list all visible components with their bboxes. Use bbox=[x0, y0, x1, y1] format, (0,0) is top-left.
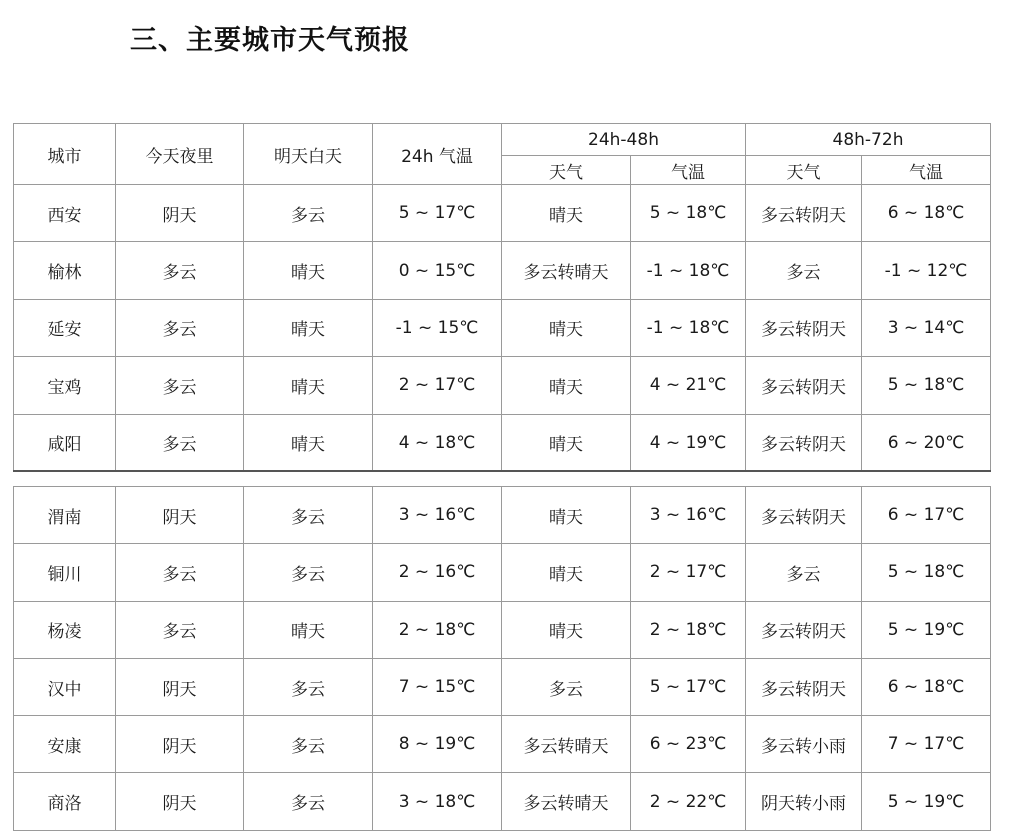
cell-temp-48: 3 ~ 16℃ bbox=[631, 487, 746, 544]
cell-temp-48: 6 ~ 23℃ bbox=[631, 716, 746, 773]
cell-city: 榆林 bbox=[14, 242, 116, 299]
cell-city: 汉中 bbox=[14, 658, 116, 715]
cell-weather-72: 阴天转小雨 bbox=[746, 773, 862, 830]
cell-temp-24h: 4 ~ 18℃ bbox=[373, 414, 502, 471]
forecast-table-bottom-body bbox=[14, 487, 991, 831]
cell-temp-72: 5 ~ 19℃ bbox=[862, 601, 991, 658]
table-row bbox=[14, 601, 991, 658]
header-temp-24h: 24h 气温 bbox=[373, 124, 502, 185]
header-weather-48: 天气 bbox=[502, 156, 631, 185]
cell-weather-48: 晴天 bbox=[502, 357, 631, 414]
forecast-table-bottom bbox=[13, 486, 991, 831]
cell-temp-48: 2 ~ 18℃ bbox=[631, 601, 746, 658]
table-row bbox=[14, 544, 991, 601]
header-tomorrow-day: 明天白天 bbox=[244, 124, 373, 185]
table-row bbox=[14, 357, 991, 414]
cell-weather-72: 多云转阴天 bbox=[746, 487, 862, 544]
cell-temp-48: 4 ~ 21℃ bbox=[631, 357, 746, 414]
cell-temp-72: -1 ~ 12℃ bbox=[862, 242, 991, 299]
cell-weather-72: 多云转小雨 bbox=[746, 716, 862, 773]
cell-tonight: 阴天 bbox=[116, 716, 244, 773]
cell-weather-72: 多云转阴天 bbox=[746, 601, 862, 658]
header-city: 城市 bbox=[14, 124, 116, 185]
cell-temp-48: 5 ~ 18℃ bbox=[631, 185, 746, 242]
header-row bbox=[14, 124, 991, 156]
cell-temp-72: 7 ~ 17℃ bbox=[862, 716, 991, 773]
cell-tomorrow-day: 晴天 bbox=[244, 299, 373, 356]
table-row bbox=[14, 716, 991, 773]
cell-temp-72: 6 ~ 20℃ bbox=[862, 414, 991, 471]
cell-temp-48: 4 ~ 19℃ bbox=[631, 414, 746, 471]
cell-tomorrow-day: 多云 bbox=[244, 487, 373, 544]
cell-tonight: 阴天 bbox=[116, 773, 244, 830]
cell-temp-72: 5 ~ 19℃ bbox=[862, 773, 991, 830]
cell-tomorrow-day: 晴天 bbox=[244, 414, 373, 471]
cell-tonight: 阴天 bbox=[116, 658, 244, 715]
cell-temp-72: 6 ~ 17℃ bbox=[862, 487, 991, 544]
cell-temp-72: 6 ~ 18℃ bbox=[862, 658, 991, 715]
cell-tonight: 多云 bbox=[116, 242, 244, 299]
cell-temp-24h: 3 ~ 16℃ bbox=[373, 487, 502, 544]
cell-temp-72: 5 ~ 18℃ bbox=[862, 357, 991, 414]
cell-temp-72: 3 ~ 14℃ bbox=[862, 299, 991, 356]
cell-temp-72: 6 ~ 18℃ bbox=[862, 185, 991, 242]
header-group-48-72: 48h-72h bbox=[746, 124, 991, 156]
cell-temp-24h: 7 ~ 15℃ bbox=[373, 658, 502, 715]
cell-weather-48: 多云转晴天 bbox=[502, 716, 631, 773]
cell-tomorrow-day: 多云 bbox=[244, 773, 373, 830]
cell-weather-72: 多云 bbox=[746, 544, 862, 601]
cell-weather-48: 多云转晴天 bbox=[502, 773, 631, 830]
cell-tonight: 多云 bbox=[116, 544, 244, 601]
cell-city: 延安 bbox=[14, 299, 116, 356]
cell-weather-72: 多云转阴天 bbox=[746, 185, 862, 242]
forecast-table-top-body bbox=[14, 124, 991, 472]
cell-temp-24h: 0 ~ 15℃ bbox=[373, 242, 502, 299]
table-row bbox=[14, 487, 991, 544]
cell-tonight: 多云 bbox=[116, 601, 244, 658]
cell-tonight: 多云 bbox=[116, 357, 244, 414]
table-row bbox=[14, 185, 991, 242]
cell-weather-48: 晴天 bbox=[502, 414, 631, 471]
cell-temp-24h: 2 ~ 16℃ bbox=[373, 544, 502, 601]
cell-city: 安康 bbox=[14, 716, 116, 773]
cell-temp-24h: 5 ~ 17℃ bbox=[373, 185, 502, 242]
cell-city: 渭南 bbox=[14, 487, 116, 544]
cell-tonight: 阴天 bbox=[116, 487, 244, 544]
cell-weather-48: 晴天 bbox=[502, 185, 631, 242]
cell-city: 西安 bbox=[14, 185, 116, 242]
cell-temp-48: -1 ~ 18℃ bbox=[631, 299, 746, 356]
cell-weather-48: 多云 bbox=[502, 658, 631, 715]
cell-tomorrow-day: 多云 bbox=[244, 185, 373, 242]
cell-city: 咸阳 bbox=[14, 414, 116, 471]
cell-temp-24h: -1 ~ 15℃ bbox=[373, 299, 502, 356]
cell-weather-72: 多云转阴天 bbox=[746, 414, 862, 471]
cell-temp-24h: 3 ~ 18℃ bbox=[373, 773, 502, 830]
cell-weather-72: 多云转阴天 bbox=[746, 299, 862, 356]
cell-weather-48: 晴天 bbox=[502, 299, 631, 356]
header-tonight: 今天夜里 bbox=[116, 124, 244, 185]
cell-weather-72: 多云转阴天 bbox=[746, 357, 862, 414]
cell-temp-48: 5 ~ 17℃ bbox=[631, 658, 746, 715]
table-row bbox=[14, 773, 991, 830]
cell-tonight: 阴天 bbox=[116, 185, 244, 242]
page-title: 三、主要城市天气预报 bbox=[130, 25, 410, 56]
cell-tomorrow-day: 晴天 bbox=[244, 242, 373, 299]
cell-tomorrow-day: 多云 bbox=[244, 716, 373, 773]
cell-city: 铜川 bbox=[14, 544, 116, 601]
cell-tomorrow-day: 晴天 bbox=[244, 357, 373, 414]
cell-city: 宝鸡 bbox=[14, 357, 116, 414]
cell-temp-72: 5 ~ 18℃ bbox=[862, 544, 991, 601]
forecast-table-top bbox=[13, 123, 991, 472]
cell-tonight: 多云 bbox=[116, 414, 244, 471]
header-temp-72: 气温 bbox=[862, 156, 991, 185]
cell-city: 商洛 bbox=[14, 773, 116, 830]
cell-weather-48: 多云转晴天 bbox=[502, 242, 631, 299]
cell-weather-72: 多云转阴天 bbox=[746, 658, 862, 715]
table-row bbox=[14, 414, 991, 471]
cell-city: 杨凌 bbox=[14, 601, 116, 658]
cell-temp-48: 2 ~ 17℃ bbox=[631, 544, 746, 601]
cell-temp-24h: 2 ~ 17℃ bbox=[373, 357, 502, 414]
cell-temp-24h: 8 ~ 19℃ bbox=[373, 716, 502, 773]
cell-tomorrow-day: 多云 bbox=[244, 658, 373, 715]
table-row bbox=[14, 299, 991, 356]
cell-tomorrow-day: 多云 bbox=[244, 544, 373, 601]
cell-tonight: 多云 bbox=[116, 299, 244, 356]
header-weather-72: 天气 bbox=[746, 156, 862, 185]
cell-weather-48: 晴天 bbox=[502, 601, 631, 658]
table-row bbox=[14, 658, 991, 715]
cell-tomorrow-day: 晴天 bbox=[244, 601, 373, 658]
cell-weather-48: 晴天 bbox=[502, 487, 631, 544]
header-temp-48: 气温 bbox=[631, 156, 746, 185]
cell-temp-24h: 2 ~ 18℃ bbox=[373, 601, 502, 658]
cell-weather-72: 多云 bbox=[746, 242, 862, 299]
header-group-24-48: 24h-48h bbox=[502, 124, 746, 156]
cell-temp-48: -1 ~ 18℃ bbox=[631, 242, 746, 299]
table-row bbox=[14, 242, 991, 299]
cell-weather-48: 晴天 bbox=[502, 544, 631, 601]
cell-temp-48: 2 ~ 22℃ bbox=[631, 773, 746, 830]
